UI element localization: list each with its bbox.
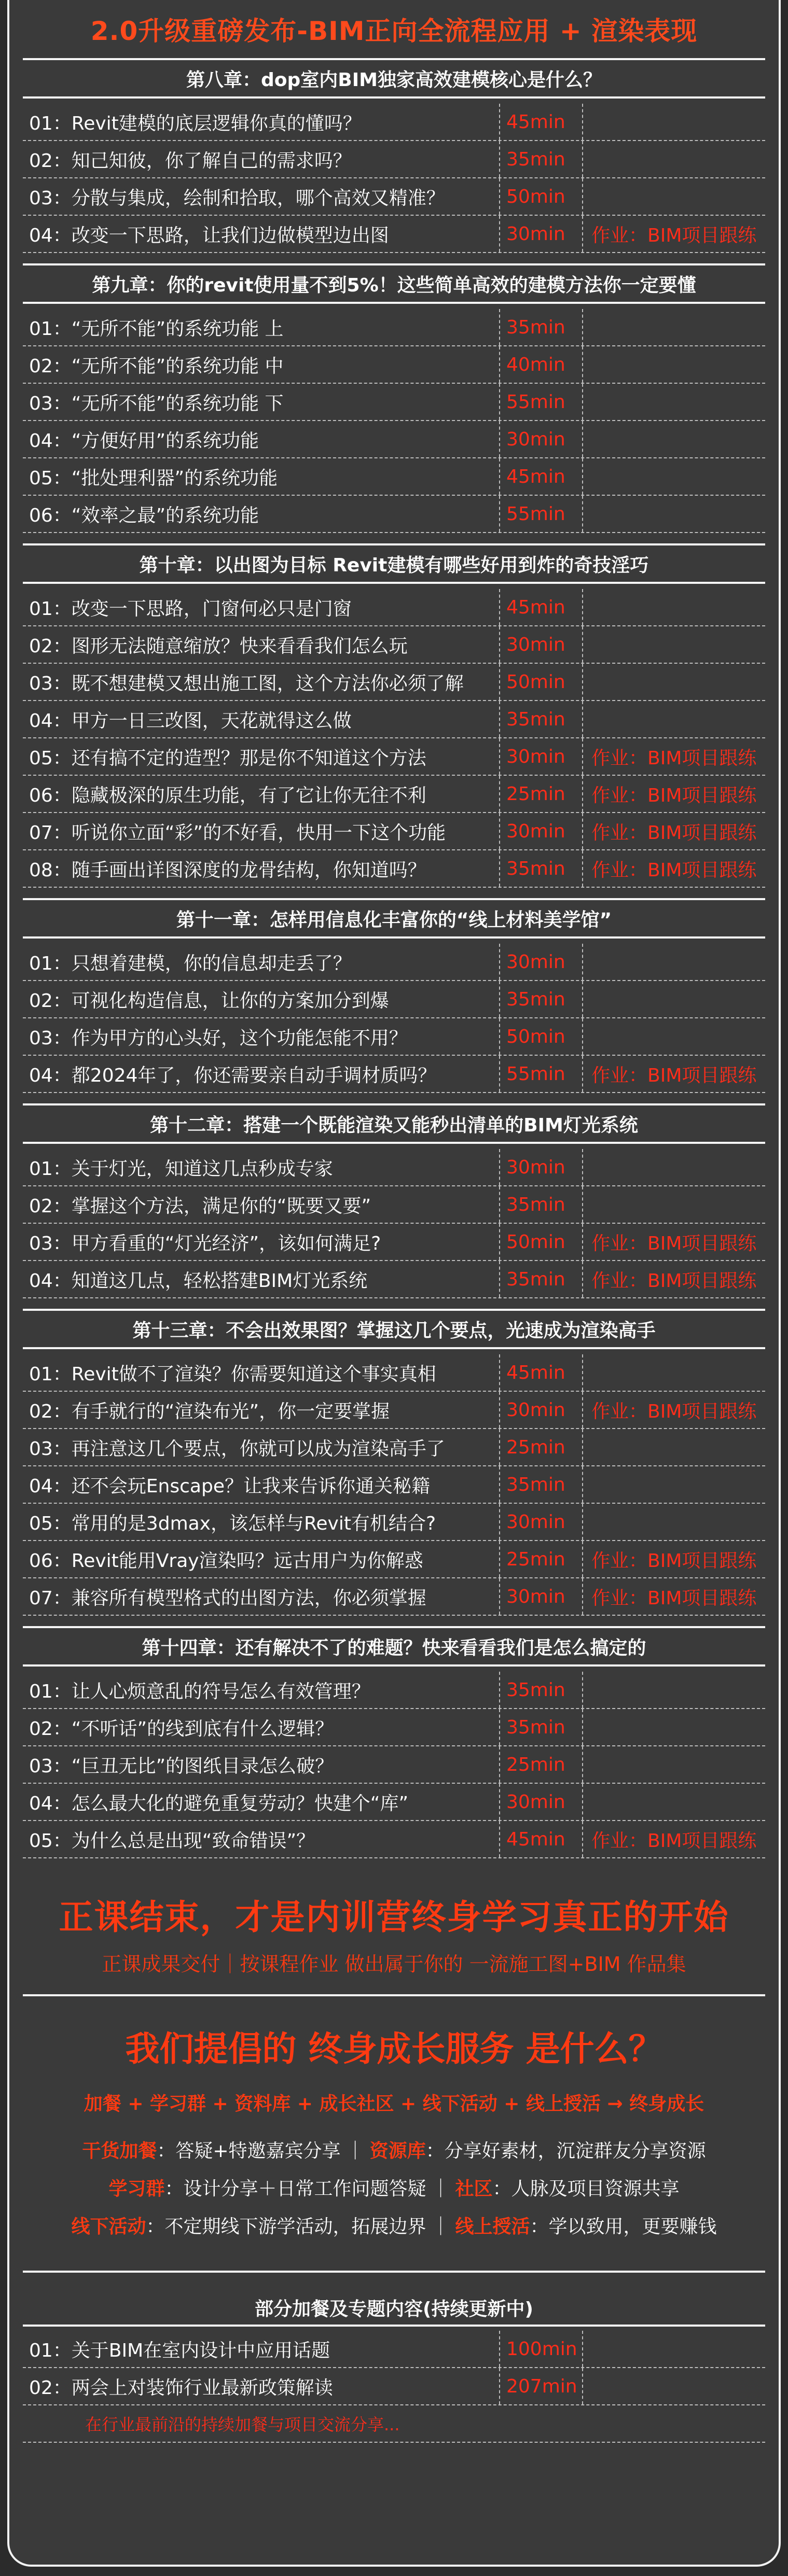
chapter-title: 第十三章：不会出效果图？掌握这几个要点，光速成为渲染高手 xyxy=(23,1309,765,1349)
lesson-title: 07：兼容所有模型格式的出图方法，你必须掌握 xyxy=(23,1578,500,1615)
lesson-title: 03：再注意这几个要点，你就可以成为渲染高手了 xyxy=(23,1429,500,1465)
lesson-row xyxy=(23,458,765,496)
service-chain: 加餐 + 学习群 + 资料库 + 成长社区 + 线下活动 + 线上授活 → 终身成长 xyxy=(84,2093,704,2115)
bonus-row-time: 100min xyxy=(500,2331,583,2367)
service-line xyxy=(23,2136,765,2163)
lesson-title: 01：Revit做不了渲染？你需要知道这个事实真相 xyxy=(23,1354,500,1391)
lesson-row xyxy=(23,1541,765,1578)
service-value: ：答疑+特邀嘉宾分享 xyxy=(157,2140,341,2162)
lesson-homework: 作业：BIM项目跟练 xyxy=(591,1830,757,1852)
lesson-row xyxy=(23,664,765,701)
chapter-title: 第十一章：怎样用信息化丰富你的“线上材料美学馆” xyxy=(23,898,765,939)
chapter-list xyxy=(9,58,779,1858)
lesson-duration: 30min xyxy=(500,1392,583,1428)
lesson-homework xyxy=(583,1784,765,1820)
service-value: ：学以致用，更要赚钱 xyxy=(530,2216,717,2237)
lesson-homework: 作业：BIM项目跟练 xyxy=(591,1587,757,1609)
lesson-duration: 55min xyxy=(500,1056,583,1092)
bonus-row-text: 01：关于BIM在室内设计中应用话题 xyxy=(23,2331,500,2367)
lesson-homework: 作业：BIM项目跟练 xyxy=(591,1065,757,1086)
lesson-duration: 25min xyxy=(500,776,583,812)
lesson-homework: 作业：BIM项目跟练 xyxy=(591,1401,757,1422)
service-value: ：人脉及项目资源共享 xyxy=(492,2178,680,2200)
lesson-homework xyxy=(583,1429,765,1465)
lesson-row xyxy=(23,309,765,346)
chapter-title: 第十二章：搭建一个既能渲染又能秒出清单的BIM灯光系统 xyxy=(23,1103,765,1144)
service-value: ：不定期线下游学活动，拓展边界 xyxy=(146,2216,426,2237)
lesson-homework xyxy=(583,1672,765,1708)
lesson-title: 05：还有搞不定的造型？那是你不知道这个方法 xyxy=(23,738,500,775)
service-key: 线上授活 xyxy=(455,2216,530,2237)
lesson-duration: 35min xyxy=(500,309,583,345)
lesson-homework xyxy=(583,496,765,532)
lesson-title: 02：可视化构造信息，让你的方案加分到爆 xyxy=(23,981,500,1017)
lesson-title: 02：图形无法随意缩放？快来看看我们怎么玩 xyxy=(23,626,500,663)
lesson-homework: 作业：BIM项目跟练 xyxy=(591,1270,757,1292)
lesson-duration: 35min xyxy=(500,1709,583,1745)
lesson-row xyxy=(23,1504,765,1541)
lesson-row xyxy=(23,701,765,738)
service-separator: ｜ xyxy=(431,2178,450,2200)
lesson-title: 03：甲方看重的“灯光经济”，该如何满足? xyxy=(23,1224,500,1260)
lesson-homework xyxy=(583,1018,765,1055)
lesson-row xyxy=(23,1392,765,1429)
lesson-row xyxy=(23,216,765,253)
lesson-title: 04：改变一下思路，让我们边做模型边出图 xyxy=(23,216,500,252)
lesson-homework xyxy=(583,1466,765,1503)
course-poster xyxy=(7,0,781,2567)
bonus-row-note xyxy=(583,2368,765,2404)
lesson-row xyxy=(23,981,765,1018)
lesson-row xyxy=(23,1466,765,1504)
service-section xyxy=(23,1996,765,2273)
poster-title: 2.0升级重磅发布-BIM正向全流程应用 + 渲染表现 xyxy=(90,16,698,46)
lesson-duration: 45min xyxy=(500,1821,583,1857)
lesson-duration: 45min xyxy=(500,458,583,495)
service-key: 学习群 xyxy=(108,2178,165,2200)
lesson-row xyxy=(23,1056,765,1093)
bonus-row-text: 02：两会上对装饰行业最新政策解读 xyxy=(23,2368,500,2404)
chapter-section xyxy=(23,543,765,888)
lesson-duration: 35min xyxy=(500,141,583,177)
lesson-title: 06：隐藏极深的原生功能，有了它让你无往不利 xyxy=(23,776,500,812)
lesson-title: 05：“批处理利器”的系统功能 xyxy=(23,458,500,495)
lesson-list xyxy=(23,1349,765,1616)
service-key: 干货加餐 xyxy=(82,2140,157,2162)
lesson-duration: 35min xyxy=(500,701,583,737)
lesson-title: 02：“不听话”的线到底有什么逻辑？ xyxy=(23,1709,500,1745)
ending-subtitle: 正课成果交付｜按课程作业 做出属于你的 一流施工图+BIM 作品集 xyxy=(102,1953,686,1976)
lesson-homework xyxy=(583,1746,765,1783)
lesson-duration: 30min xyxy=(500,813,583,849)
lesson-duration: 35min xyxy=(500,1672,583,1708)
chapter-title: 第十章：以出图为目标 Revit建模有哪些好用到炸的奇技淫巧 xyxy=(23,543,765,584)
lesson-row xyxy=(23,1186,765,1224)
lesson-duration: 45min xyxy=(500,104,583,140)
lesson-duration: 50min xyxy=(500,664,583,700)
lesson-duration: 35min xyxy=(500,1186,583,1223)
chapter-section xyxy=(23,263,765,533)
lesson-row xyxy=(23,944,765,981)
bonus-rows xyxy=(23,2331,765,2443)
lesson-homework xyxy=(583,626,765,663)
lesson-row xyxy=(23,496,765,533)
lesson-list xyxy=(23,99,765,253)
lesson-row xyxy=(23,1018,765,1056)
chapter-section xyxy=(23,898,765,1093)
lesson-duration: 25min xyxy=(500,1541,583,1577)
lesson-duration: 30min xyxy=(500,216,583,252)
lesson-homework xyxy=(583,1504,765,1540)
lesson-title: 03：分散与集成，绘制和拾取，哪个高效又精准？ xyxy=(23,178,500,215)
lesson-title: 02：知己知彼，你了解自己的需求吗？ xyxy=(23,141,500,177)
lesson-list xyxy=(23,1144,765,1298)
bonus-more-text: 在行业最前沿的持续加餐与项目交流分享... xyxy=(23,2405,765,2443)
chapter-section xyxy=(23,1626,765,1858)
chapter-title: 第八章：dop室内BIM独家高效建模核心是什么？ xyxy=(23,58,765,99)
chapter-title: 第九章：你的revit使用量不到5%！这些简单高效的建模方法你一定要懂 xyxy=(23,263,765,304)
lesson-title: 01：Revit建模的底层逻辑你真的懂吗？ xyxy=(23,104,500,140)
ending-section xyxy=(23,1869,765,1996)
lesson-row xyxy=(23,104,765,141)
service-separator: ｜ xyxy=(345,2140,365,2162)
lesson-title: 05：常用的是3dmax，该怎样与Revit有机结合? xyxy=(23,1504,500,1540)
lesson-title: 03：“无所不能”的系统功能 下 xyxy=(23,384,500,420)
lesson-title: 06：Revit能用Vray渲染吗？远古用户为你解惑 xyxy=(23,1541,500,1577)
lesson-list xyxy=(23,1667,765,1858)
lesson-row xyxy=(23,813,765,850)
lesson-homework xyxy=(583,1709,765,1745)
lesson-title: 01：关于灯光，知道这几点秒成专家 xyxy=(23,1149,500,1185)
lesson-homework: 作业：BIM项目跟练 xyxy=(591,785,757,806)
lesson-duration: 35min xyxy=(500,850,583,887)
lesson-row xyxy=(23,850,765,888)
lesson-row xyxy=(23,626,765,664)
lesson-title: 04：都2024年了，你还需要亲自动手调材质吗？ xyxy=(23,1056,500,1092)
lesson-duration: 40min xyxy=(500,346,583,383)
lesson-title: 06：“效率之最”的系统功能 xyxy=(23,496,500,532)
lesson-duration: 25min xyxy=(500,1429,583,1465)
lesson-title: 03：“巨丑无比”的图纸目录怎么破？ xyxy=(23,1746,500,1783)
lesson-homework xyxy=(583,1149,765,1185)
lesson-row xyxy=(23,1429,765,1466)
lesson-duration: 35min xyxy=(500,1466,583,1503)
lesson-duration: 30min xyxy=(500,1149,583,1185)
lesson-homework: 作业：BIM项目跟练 xyxy=(591,859,757,881)
lesson-title: 01：“无所不能”的系统功能 上 xyxy=(23,309,500,345)
lesson-duration: 30min xyxy=(500,1504,583,1540)
lesson-duration: 30min xyxy=(500,1578,583,1615)
lesson-homework xyxy=(583,589,765,625)
lesson-homework xyxy=(583,178,765,215)
lesson-title: 04：甲方一日三改图，天花就得这么做 xyxy=(23,701,500,737)
service-key: 线下活动 xyxy=(71,2216,146,2237)
lesson-duration: 45min xyxy=(500,589,583,625)
lesson-title: 05：为什么总是出现“致命错误”？ xyxy=(23,1821,500,1857)
lesson-homework xyxy=(583,141,765,177)
lesson-row xyxy=(23,1261,765,1298)
lesson-title: 04：“方便好用”的系统功能 xyxy=(23,421,500,457)
lesson-homework xyxy=(583,421,765,457)
lesson-title: 01：改变一下思路，门窗何必只是门窗 xyxy=(23,589,500,625)
lesson-duration: 30min xyxy=(500,944,583,980)
lesson-row xyxy=(23,346,765,384)
lesson-duration: 45min xyxy=(500,1354,583,1391)
lesson-duration: 30min xyxy=(500,1784,583,1820)
lesson-title: 04：知道这几点，轻松搭建BIM灯光系统 xyxy=(23,1261,500,1297)
lesson-row xyxy=(23,421,765,458)
service-key: 社区 xyxy=(455,2178,493,2200)
lesson-row xyxy=(23,1354,765,1392)
lesson-title: 08：随手画出详图深度的龙骨结构，你知道吗？ xyxy=(23,850,500,887)
service-line xyxy=(23,2212,765,2238)
lesson-duration: 30min xyxy=(500,626,583,663)
lesson-homework xyxy=(583,384,765,420)
lesson-title: 01：只想着建模，你的信息却走丢了？ xyxy=(23,944,500,980)
lesson-homework xyxy=(583,104,765,140)
chapter-title: 第十四章：还有解决不了的难题？快来看看我们是怎么搞定的 xyxy=(23,1626,765,1667)
lesson-homework xyxy=(583,981,765,1017)
service-value: ：分享好素材，沉淀群友分享资源 xyxy=(425,2140,706,2162)
lesson-row xyxy=(23,738,765,776)
lesson-title: 07：听说你立面“彩”的不好看，快用一下这个功能 xyxy=(23,813,500,849)
service-value: ：设计分享＋日常工作问题答疑 xyxy=(164,2178,426,2200)
chapter-section xyxy=(23,1309,765,1616)
lesson-duration: 30min xyxy=(500,738,583,775)
service-title: 我们提倡的 终身成长服务 是什么？ xyxy=(125,2029,663,2069)
lesson-list xyxy=(23,304,765,533)
lesson-duration: 50min xyxy=(500,1018,583,1055)
lesson-title: 04：怎么最大化的避免重复劳动？快建个“库” xyxy=(23,1784,500,1820)
lesson-duration: 55min xyxy=(500,496,583,532)
lesson-title: 04：还不会玩Enscape？让我来告诉你通关秘籍 xyxy=(23,1466,500,1503)
lesson-duration: 35min xyxy=(500,1261,583,1297)
ending-title: 正课结束，才是内训营终身学习真正的开始 xyxy=(59,1897,729,1937)
lesson-homework xyxy=(583,944,765,980)
chapter-section xyxy=(23,58,765,253)
lesson-homework xyxy=(583,309,765,345)
lesson-homework: 作业：BIM项目跟练 xyxy=(591,1233,757,1254)
lesson-row xyxy=(23,589,765,626)
service-key: 资源库 xyxy=(369,2140,426,2162)
service-separator: ｜ xyxy=(431,2216,450,2237)
lesson-homework: 作业：BIM项目跟练 xyxy=(591,1550,757,1572)
lesson-row xyxy=(23,776,765,813)
lesson-list xyxy=(23,584,765,888)
service-line xyxy=(23,2174,765,2201)
lesson-row xyxy=(23,178,765,216)
lesson-list xyxy=(23,939,765,1093)
lesson-row xyxy=(23,1149,765,1186)
lesson-duration: 25min xyxy=(500,1746,583,1783)
lesson-duration: 50min xyxy=(500,1224,583,1260)
lesson-row xyxy=(23,141,765,178)
lesson-homework xyxy=(583,701,765,737)
lesson-homework xyxy=(583,458,765,495)
lesson-homework xyxy=(583,1354,765,1391)
lesson-homework xyxy=(583,346,765,383)
lesson-duration: 30min xyxy=(500,421,583,457)
lesson-homework xyxy=(583,1186,765,1223)
lesson-title: 02：有手就行的“渲染布光”，你一定要掌握 xyxy=(23,1392,500,1428)
lesson-row xyxy=(23,1746,765,1784)
bonus-row-note xyxy=(583,2331,765,2367)
lesson-row xyxy=(23,1578,765,1616)
lesson-homework: 作业：BIM项目跟练 xyxy=(591,225,757,246)
lesson-title: 03：作为甲方的心头好，这个功能怎能不用？ xyxy=(23,1018,500,1055)
bonus-title: 部分加餐及专题内容(持续更新中) xyxy=(23,2290,765,2327)
lesson-title: 03：既不想建模又想出施工图，这个方法你必须了解 xyxy=(23,664,500,700)
lesson-title: 02：掌握这个方法，满足你的“既要又要” xyxy=(23,1186,500,1223)
lesson-homework: 作业：BIM项目跟练 xyxy=(591,822,757,844)
lesson-row xyxy=(23,384,765,421)
lesson-homework xyxy=(583,664,765,700)
lesson-title: 02：“无所不能”的系统功能 中 xyxy=(23,346,500,383)
lesson-duration: 50min xyxy=(500,178,583,215)
lesson-duration: 35min xyxy=(500,981,583,1017)
lesson-title: 01：让人心烦意乱的符号怎么有效管理？ xyxy=(23,1672,500,1708)
chapter-section xyxy=(23,1103,765,1298)
service-lines xyxy=(23,2136,765,2238)
lesson-homework: 作业：BIM项目跟练 xyxy=(591,747,757,769)
lesson-row xyxy=(23,1709,765,1746)
bonus-row xyxy=(23,2331,765,2368)
bonus-row xyxy=(23,2368,765,2405)
lesson-row xyxy=(23,1672,765,1709)
lesson-row xyxy=(23,1821,765,1858)
lesson-duration: 55min xyxy=(500,384,583,420)
lesson-row xyxy=(23,1224,765,1261)
bonus-row-time: 207min xyxy=(500,2368,583,2404)
lesson-row xyxy=(23,1784,765,1821)
